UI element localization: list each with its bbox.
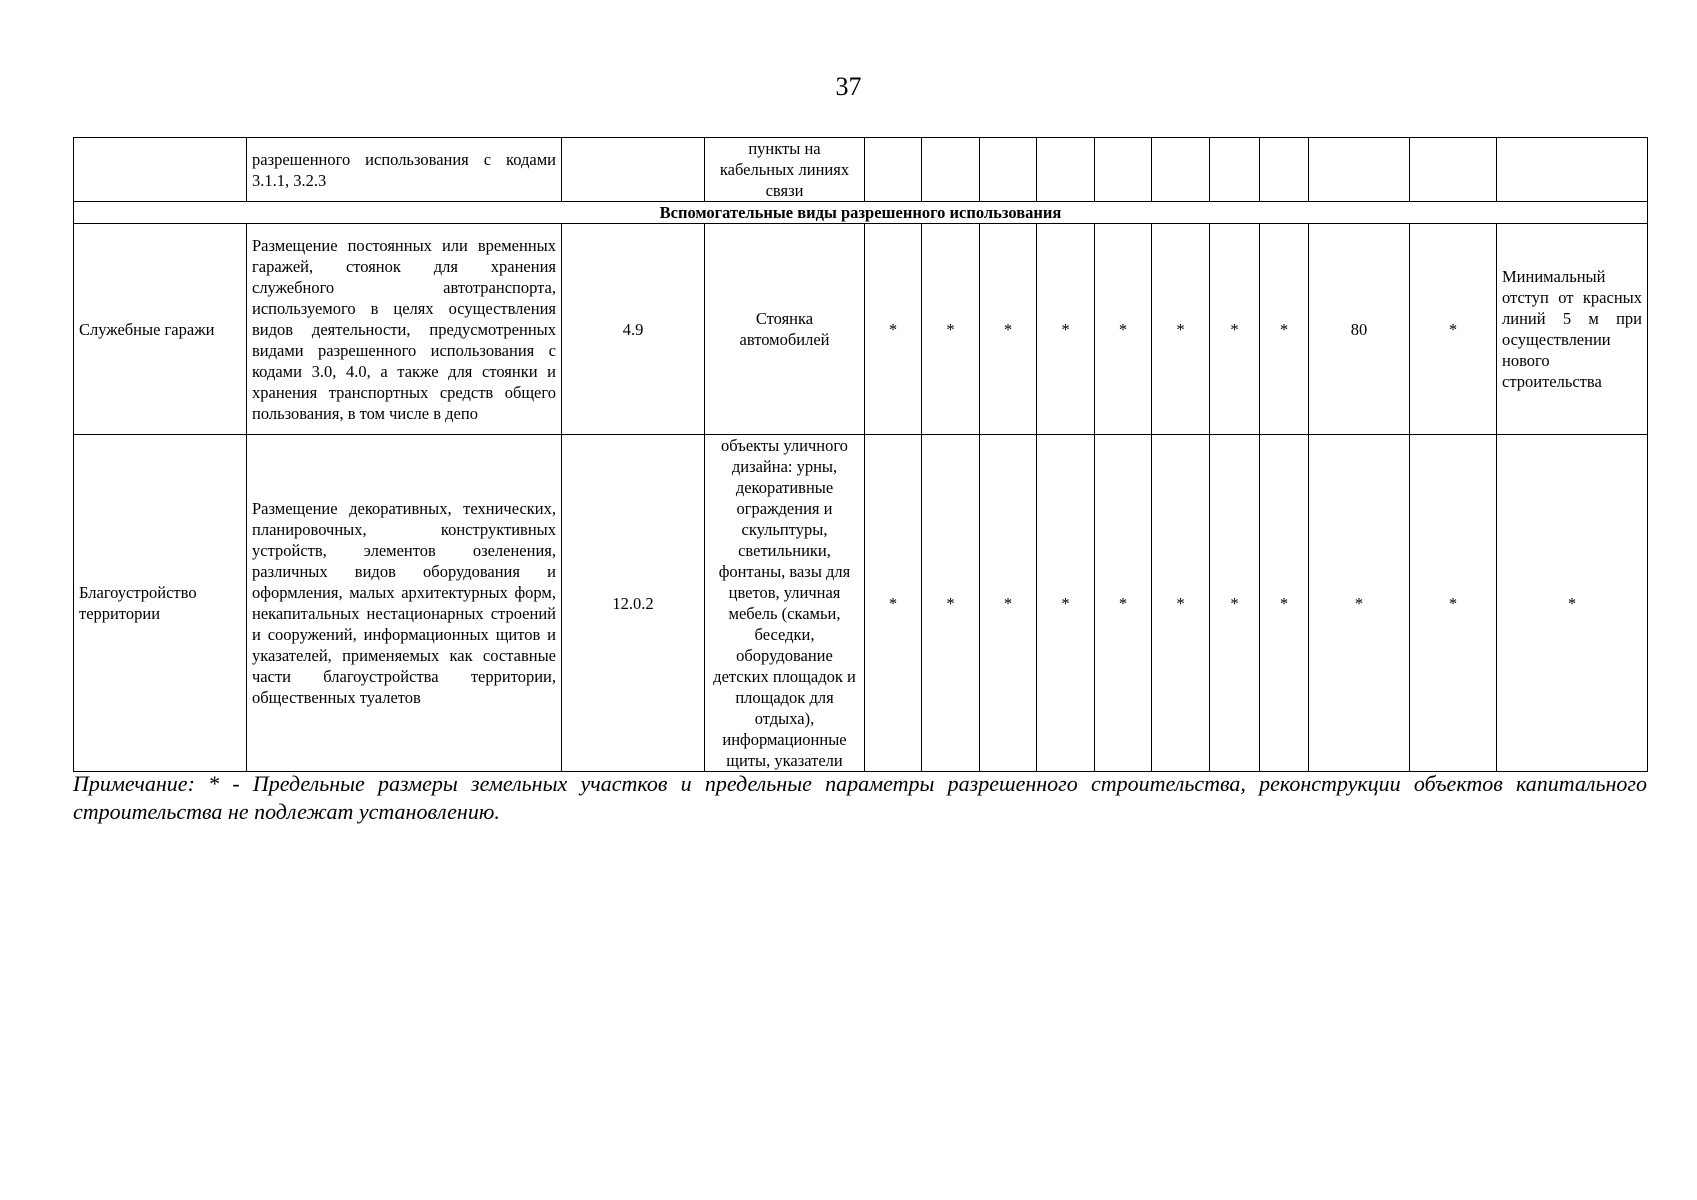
param-cell: * (1037, 224, 1095, 435)
param-cell: * (922, 435, 980, 772)
table-row (74, 138, 1648, 202)
page-number: 37 (835, 72, 862, 101)
param-cell: * (1152, 224, 1210, 435)
param-cell: * (1410, 224, 1497, 435)
param-cell: * (980, 435, 1037, 772)
param-cell: 80 (1309, 224, 1410, 435)
param-cell: * (1210, 224, 1260, 435)
use-code-cell: 4.9 (562, 224, 705, 435)
param-cell (865, 138, 922, 202)
use-name-cell (74, 138, 247, 202)
notes-cell (1497, 138, 1648, 202)
param-cell: * (865, 435, 922, 772)
section-header-row (74, 202, 1648, 224)
param-cell: * (1037, 435, 1095, 772)
param-cell (1260, 138, 1309, 202)
footnote: Примечание: * - Предельные размеры земельных участков и предельные параметры разрешенного строительства, реконструкции объектов капитального строительства не подлежат установлению. (73, 771, 1647, 824)
param-cell: * (1152, 435, 1210, 772)
param-cell: * (1095, 435, 1152, 772)
param-cell: * (1260, 224, 1309, 435)
param-cell (1410, 138, 1497, 202)
param-cell (1037, 138, 1095, 202)
land-use-table (73, 137, 1648, 772)
param-cell (1210, 138, 1260, 202)
notes-cell: Минимальный отступ от красных линий 5 м при осуществлении нового строительства (1497, 224, 1648, 435)
param-cell: * (865, 224, 922, 435)
param-cell (1095, 138, 1152, 202)
use-name-cell: Благоустройство территории (74, 435, 247, 772)
notes-cell: * (1497, 435, 1648, 772)
objects-cell: Стоянка автомобилей (705, 224, 865, 435)
table-row (74, 224, 1648, 435)
param-cell: * (1309, 435, 1410, 772)
param-cell: * (1210, 435, 1260, 772)
param-cell (1309, 138, 1410, 202)
use-name-cell: Служебные гаражи (74, 224, 247, 435)
param-cell: * (1095, 224, 1152, 435)
param-cell: * (980, 224, 1037, 435)
param-cell (922, 138, 980, 202)
section-header: Вспомогательные виды разрешенного использования (74, 202, 1648, 224)
use-code-cell (562, 138, 705, 202)
param-cell: * (1260, 435, 1309, 772)
use-description-cell: Размещение постоянных или временных гаражей, стоянок для хранения служебного автотранспорта, используемого в целях осуществления видов деятельности, предусмотренных видами разрешенного использования с кодами 3.0, 4.0, а также для стоянки и хранения транспортных средств общего пользования, в том числе в депо (247, 224, 562, 435)
table-row (74, 435, 1648, 772)
param-cell (980, 138, 1037, 202)
objects-cell: объекты уличного дизайна: урны, декоративные ограждения и скульптуры, светильники, фонтаны, вазы для цветов, уличная мебель (скамьи, беседки, оборудование детских площадок и площадок для отдыха), информационные щиты, указатели (705, 435, 865, 772)
use-code-cell: 12.0.2 (562, 435, 705, 772)
objects-cell: пункты на кабельных линиях связи (705, 138, 865, 202)
use-description-cell: Размещение декоративных, технических, планировочных, конструктивных устройств, элементов озеленения, различных видов оборудования и оформления, малых архитектурных форм, некапитальных нестационарных строений и сооружений, информационных щитов и указателей, применяемых как составные части благоустройства территории, общественных туалетов (247, 435, 562, 772)
use-description-cell: разрешенного использования с кодами 3.1.1, 3.2.3 (247, 138, 562, 202)
param-cell (1152, 138, 1210, 202)
param-cell: * (922, 224, 980, 435)
param-cell: * (1410, 435, 1497, 772)
